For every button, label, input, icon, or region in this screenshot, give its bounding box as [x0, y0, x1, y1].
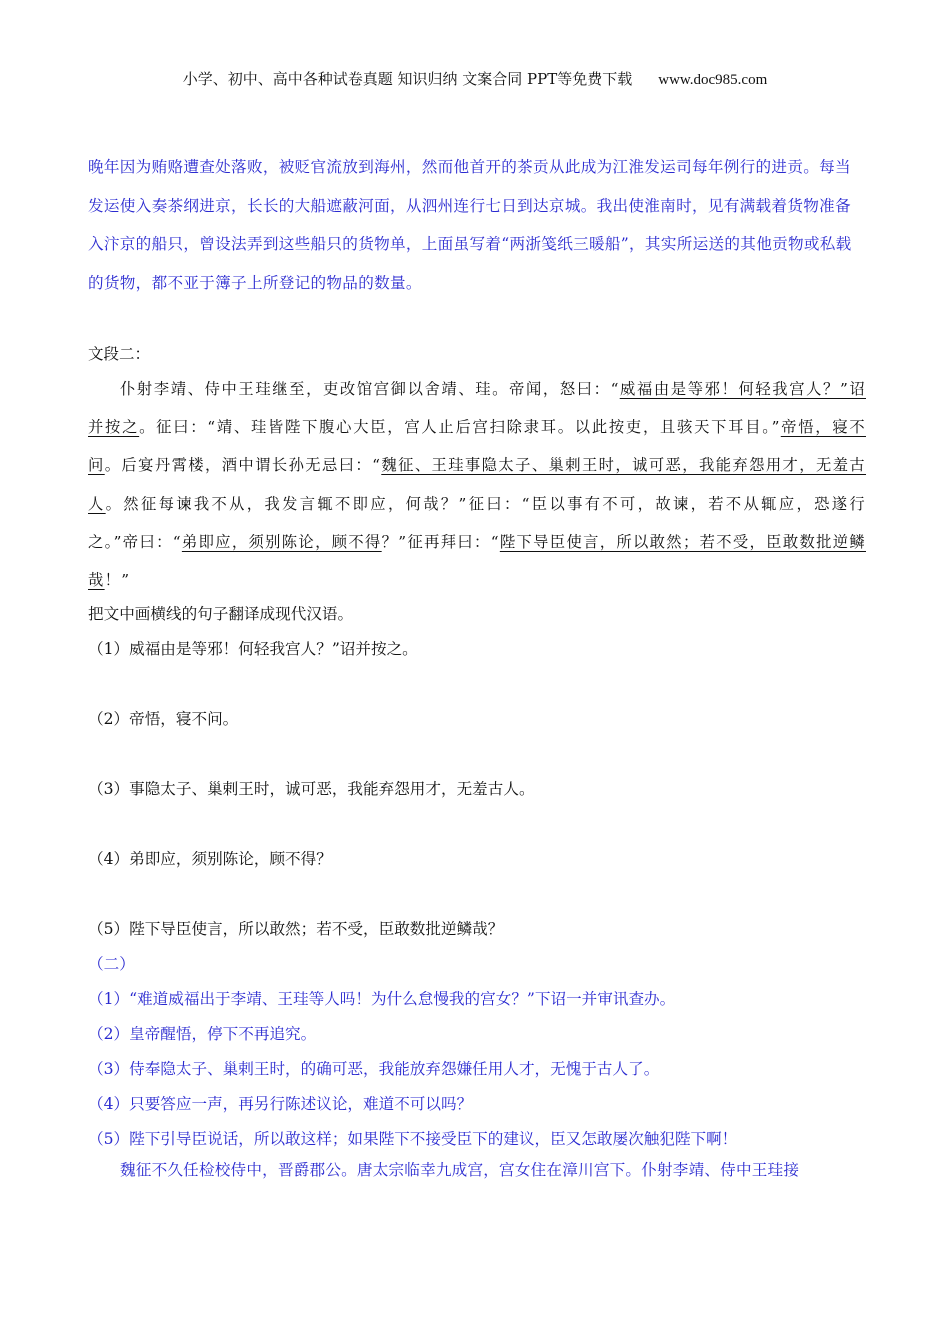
question-item: （2）帝悟，寝不问。 — [88, 710, 239, 728]
passage-text-4: 。然征每谏我不从，我发言辄不即应，何哉？”征曰：“臣以事有不可，故谏，若不从辄应，恐遂行之。”帝曰：“ — [88, 494, 866, 551]
underlined-sentence-5: 陛下导臣使言，所以敢然；若不受，臣敢数批逆鳞哉 — [88, 532, 866, 590]
underlined-sentence-4: 弟即应，须别陈论，顾不得 — [181, 532, 382, 551]
answer-item: （4）只要答应一声，再另行陈述议论，难道不可以吗？ — [88, 1095, 473, 1113]
closing-paragraph: 魏征不久任检校侍中，晋爵郡公。唐太宗临幸九成宫，宫女住在漳川宫下。仆射李靖、侍中王珪接 — [120, 1161, 800, 1179]
underlined-sentence-3: 魏征、王珪事隐太子、巢剌王时，诚可恶，我能弃怨用才，无羞古人 — [88, 456, 867, 513]
answer-item: （3）侍奉隐太子、巢剌王时，的确可恶，我能放弃怨嫌任用人才，无愧于古人了。 — [88, 1060, 660, 1078]
answer-item: （5）陛下引导臣说话，所以敢这样；如果陛下不接受臣下的建议，臣又怎敢屡次触犯陛下啊！ — [88, 1130, 738, 1148]
passage-text-5: ？”征再拜曰：“ — [381, 532, 500, 551]
underlined-sentence-1: 威福由是等邪！何轻我宫人？”诏并按之 — [88, 380, 866, 437]
passage-text-1: 仆射李靖、侍中王珪继至，吏改馆宫御以舍靖、珪。帝闻，怒曰：“ — [120, 380, 620, 398]
question-item: （4）弟即应，须别陈论，顾不得？ — [88, 850, 332, 868]
question-instruction: 把文中画横线的句子翻译成现代汉语。 — [88, 605, 354, 623]
answer-item: （2）皇帝醒悟，停下不再追究。 — [88, 1025, 317, 1043]
header-url[interactable]: www.doc985.com — [658, 72, 768, 88]
passage-text-3: 。后宴丹霄楼，酒中谓长孙无忌曰：“ — [104, 456, 382, 475]
header-text: 小学、初中、高中各种试卷真题 知识归纳 文案合同 PPT等免费下载 — [182, 70, 633, 88]
question-item: （1）威福由是等邪！何轻我宫人？”诏并按之。 — [88, 640, 418, 658]
underlined-sentence-2: 帝悟，寝不问 — [88, 418, 866, 475]
passage-text-2: 。征曰：“靖、珪皆陛下腹心大臣，宫人止后宫扫除隶耳。以此按吏，且骇天下耳目。” — [139, 418, 781, 437]
passage-text-6: ！” — [104, 571, 131, 590]
translation-paragraph: 晚年因为贿赂遭查处落败，被贬官流放到海州，然而他首开的茶贡从此成为江淮发运司每年例行的进贡。每当发运使入奏茶纲进京，长长的大船遮蔽河面，从泗州连行七日到达京城。我出使淮南时，见有满载着货物准备入汴京的船只，曾设法弄到这些船只的货物单，上面虽写着“两浙笺纸三暖船”，其实所运送的其他贡物或私载的货物，都不亚于簿子上所登记的物品的数量。 — [88, 158, 852, 292]
answer-item: （1）“难道威福出于李靖、王珪等人吗！为什么怠慢我的宫女？”下诏一并审讯查办。 — [88, 990, 676, 1008]
question-item: （3）事隐太子、巢剌王时，诚可恶，我能弃怨用才，无羞古人。 — [88, 780, 535, 798]
page-header — [0, 68, 950, 89]
section-label: 文段二： — [88, 345, 151, 363]
question-item: （5）陛下导臣使言，所以敢然；若不受，臣敢数批逆鳞哉？ — [88, 920, 504, 938]
answer-heading: （二） — [88, 955, 135, 973]
classical-passage — [88, 370, 866, 599]
